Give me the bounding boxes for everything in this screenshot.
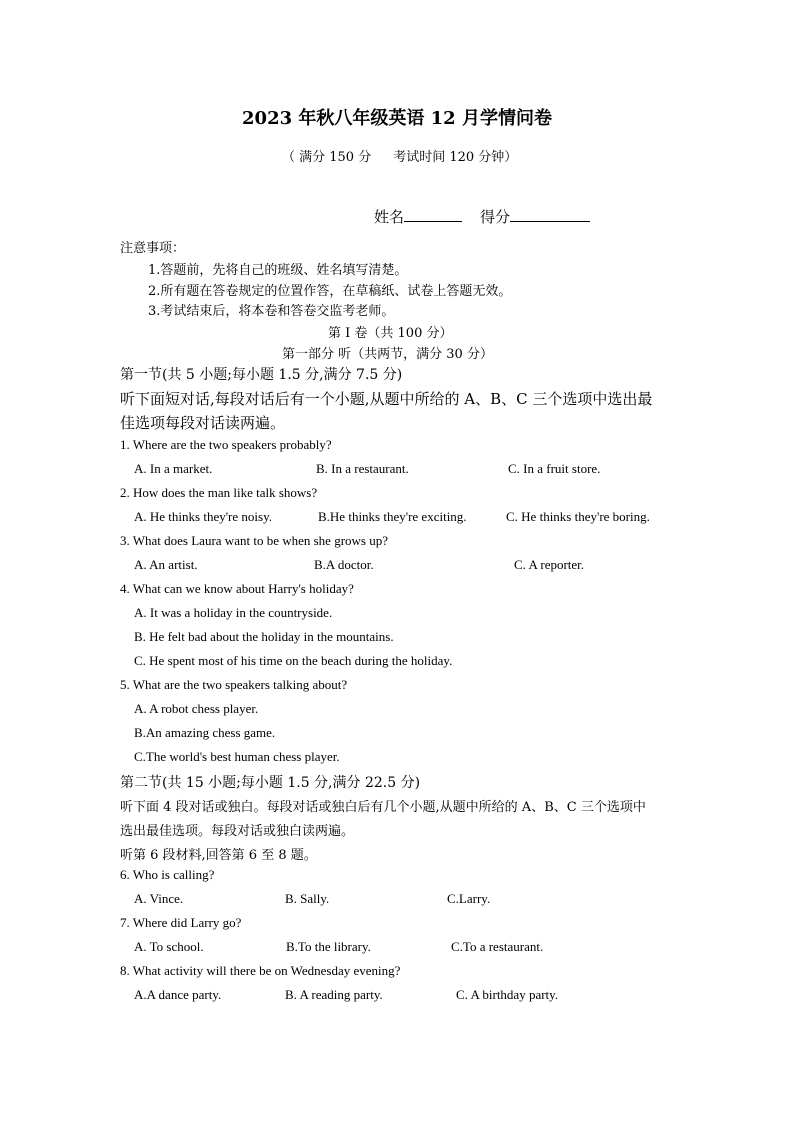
question-stem: 1. Where are the two speakers probably?: [120, 437, 332, 452]
name-label: 姓名: [374, 208, 405, 226]
option-c: C.Larry.: [447, 891, 491, 906]
option-a: A. Vince.: [134, 891, 184, 906]
option-c: C. He thinks they're boring.: [506, 509, 650, 524]
option-a: A. He thinks they're noisy.: [134, 509, 272, 524]
option-b: B. In a restaurant.: [316, 461, 409, 476]
option-c: C. In a fruit store.: [508, 461, 601, 476]
option-b: B. He felt bad about the holiday in the mountains.: [134, 629, 394, 644]
student-info-fields: [374, 206, 590, 227]
section1-instruction: 佳选项每段对话读两遍。: [120, 414, 286, 432]
option-b: B.An amazing chess game.: [134, 725, 276, 740]
section1-instruction: 听下面短对话,每段对话后有一个小题,从题中所给的 A、B、C 三个选项中选出最: [120, 390, 653, 408]
option-a: A.A dance party.: [134, 987, 222, 1002]
notice-heading: 注意事项：: [120, 241, 186, 256]
option-c: C. He spent most of his time on the beach during the holiday.: [134, 653, 453, 668]
question-stem: 6. Who is calling?: [120, 867, 215, 882]
section1-heading: 第一节(共 5 小题;每小题 1.5 分,满分 7.5 分): [120, 367, 403, 383]
notice-item: 2.所有题在答卷规定的位置作答，在草稿纸、试卷上答题无效。: [148, 284, 512, 299]
option-b: B. Sally.: [285, 891, 330, 906]
option-c: C.The world's best human chess player.: [134, 749, 340, 764]
exam-time-text: 考试时间 120 分钟）: [393, 150, 518, 165]
option-c: C.To a restaurant.: [451, 939, 544, 954]
question-stem: 3. What does Laura want to be when she grows up?: [120, 533, 388, 548]
section2-instruction: 听下面 4 段对话或独白。每段对话或独白后有几个小题,从题中所给的 A、B、C 三个选项中: [120, 800, 646, 815]
section2-instruction: 选出最佳选项。每段对话或独白读两遍。: [120, 824, 355, 839]
name-blank[interactable]: [404, 207, 462, 222]
full-score-text: （ 满分 150 分: [282, 150, 372, 165]
notice-item: 1.答题前，先将自己的班级、姓名填写清楚。: [148, 263, 408, 278]
option-a: A. It was a holiday in the countryside.: [134, 605, 333, 620]
question-stem: 4. What can we know about Harry's holiday?: [120, 581, 354, 596]
question-stem: 7. Where did Larry go?: [120, 915, 242, 930]
question-stem: 8. What activity will there be on Wednesday evening?: [120, 963, 401, 978]
option-c: C. A birthday party.: [456, 987, 559, 1002]
notice-item: 3.考试结束后，将本卷和答卷交监考老师。: [148, 304, 395, 319]
option-b: B.He thinks they're exciting.: [318, 509, 467, 524]
option-a: A. In a market.: [134, 461, 213, 476]
question-stem: 2. How does the man like talk shows?: [120, 485, 318, 500]
option-c: C. A reporter.: [514, 557, 585, 572]
section2-heading: 第二节(共 15 小题;每小题 1.5 分,满分 22.5 分): [120, 775, 421, 791]
option-b: B.To the library.: [286, 939, 371, 954]
page-title: 2023 年秋八年级英语 12 月学情问卷: [242, 108, 552, 129]
score-label: 得分: [480, 208, 511, 226]
option-a: A. A robot chess player.: [134, 701, 259, 716]
material-note: 听第 6 段材料,回答第 6 至 8 题。: [120, 848, 317, 863]
question-stem: 5. What are the two speakers talking about?: [120, 677, 348, 692]
score-blank[interactable]: [510, 207, 590, 222]
exam-subtitle: [282, 146, 517, 165]
part-heading: 第一部分 听（共两节，满分 30 分）: [282, 347, 493, 362]
option-a: A. To school.: [134, 939, 204, 954]
volume-heading: 第 I 卷（共 100 分）: [328, 326, 453, 341]
option-a: A. An artist.: [134, 557, 198, 572]
option-b: B. A reading party.: [285, 987, 383, 1002]
option-b: B.A doctor.: [314, 557, 374, 572]
